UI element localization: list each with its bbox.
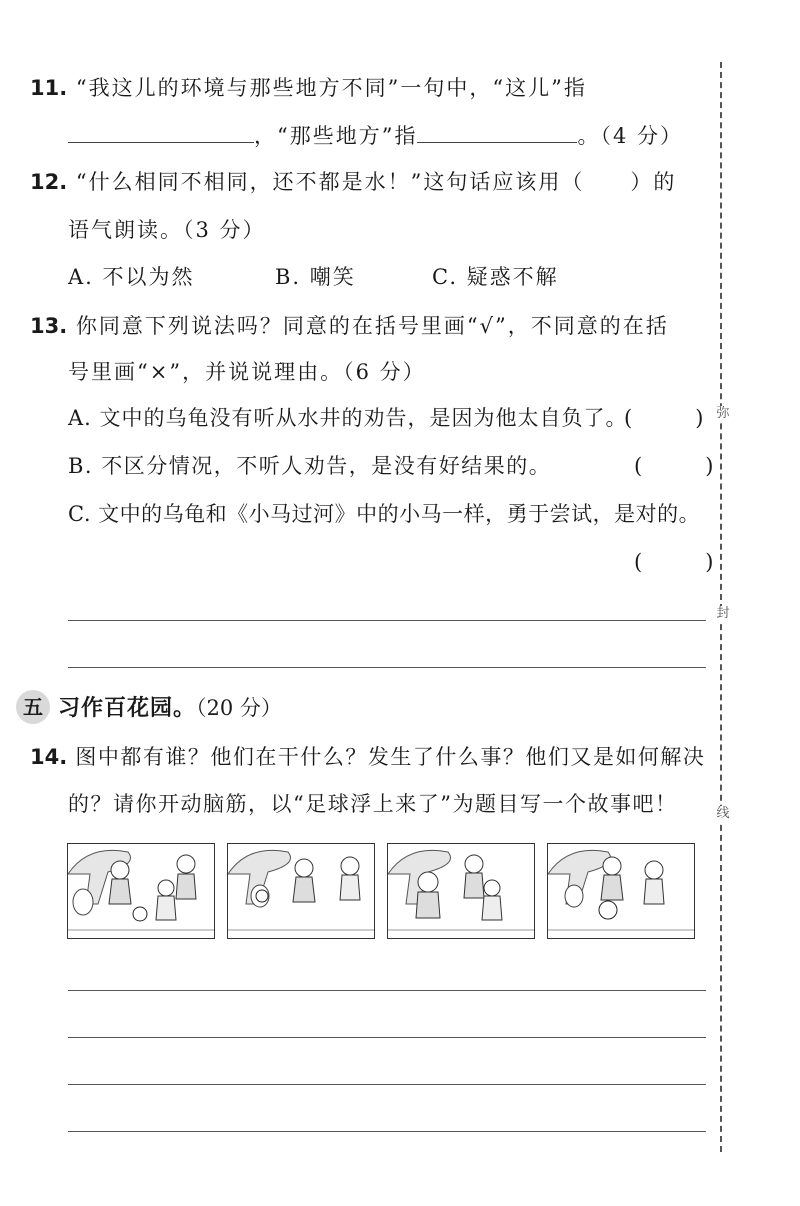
panel-4-illustration xyxy=(548,844,694,938)
q13-number: 13. xyxy=(30,314,68,338)
q14-line1 xyxy=(30,743,705,771)
section5-score: （20 分） xyxy=(196,696,282,720)
panel-2-illustration xyxy=(228,844,374,938)
margin-label-feng: 封 xyxy=(714,606,732,622)
q13-line1 xyxy=(30,312,669,340)
q14-writing-line-3[interactable] xyxy=(68,1084,706,1085)
q11-mid-text: ，“那些地方”指 xyxy=(254,124,418,148)
margin-label-mi: 弥 xyxy=(714,406,732,422)
section5-heading xyxy=(58,693,282,725)
q14-writing-line-2[interactable] xyxy=(68,1037,706,1038)
panel-1-illustration xyxy=(68,844,214,938)
q14-number: 14. xyxy=(30,745,68,769)
comic-panel-1 xyxy=(67,843,215,939)
q13-line2: 号里画“×”，并说说理由。（6 分） xyxy=(68,360,426,384)
q13-reason-line-2[interactable] xyxy=(68,667,706,668)
margin-label-xian: 线 xyxy=(714,806,732,822)
q12-text: “什么相同不相同，还不都是水！”这句话应该用（ ）的 xyxy=(75,170,677,194)
q13-item-b-answer-paren[interactable]: ( ) xyxy=(634,454,714,478)
q14-line2: 的？请你开动脑筋，以“足球浮上来了”为题目写一个故事吧！ xyxy=(68,792,678,816)
q13-item-a: A. 文中的乌龟没有听从水井的劝告，是因为他太自负了。 xyxy=(68,406,628,430)
section5-title: 习作百花园。 xyxy=(58,696,197,721)
q13-item-c: C. 文中的乌龟和《小马过河》中的小马一样，勇于尝试，是对的。 xyxy=(68,502,701,526)
q13-item-a-answer-paren[interactable]: ( ) xyxy=(624,406,704,430)
q12-number: 12. xyxy=(30,170,68,194)
comic-panel-4 xyxy=(547,843,695,939)
q13-reason-line-1[interactable] xyxy=(68,620,706,621)
q13-text: 你同意下列说法吗？同意的在括号里画“√”，不同意的在括 xyxy=(75,314,669,338)
q14-writing-line-4[interactable] xyxy=(68,1131,706,1132)
q12-line1 xyxy=(30,168,676,196)
q14-writing-line-1[interactable] xyxy=(68,990,706,991)
q11-answer-blank-2[interactable] xyxy=(417,120,577,143)
q11-answer-blank-1[interactable] xyxy=(68,120,254,143)
q13-item-c-answer-paren[interactable]: ( ) xyxy=(634,550,714,574)
q11-text: “我这儿的环境与那些地方不同”一句中，“这儿”指 xyxy=(75,76,587,100)
q14-text: 图中都有谁？他们在干什么？发生了什么事？他们又是如何解决 xyxy=(75,745,706,769)
q12-option-a: A. 不以为然 xyxy=(68,265,195,289)
q11-line1 xyxy=(30,74,587,102)
comic-panel-2 xyxy=(227,843,375,939)
q11-end-text: 。（4 分） xyxy=(577,124,684,148)
q12-option-b: B. 嘲笑 xyxy=(275,265,356,289)
comic-panel-3 xyxy=(387,843,535,939)
panel-3-illustration xyxy=(388,844,534,938)
q12-option-c: C. 疑惑不解 xyxy=(432,265,559,289)
section5-badge: 五 xyxy=(16,690,50,724)
q13-item-b: B. 不区分情况，不听人劝告，是没有好结果的。 xyxy=(68,454,552,478)
q12-line2: 语气朗读。（3 分） xyxy=(68,218,266,242)
q11-line2 xyxy=(68,120,683,150)
q11-number: 11. xyxy=(30,76,68,100)
